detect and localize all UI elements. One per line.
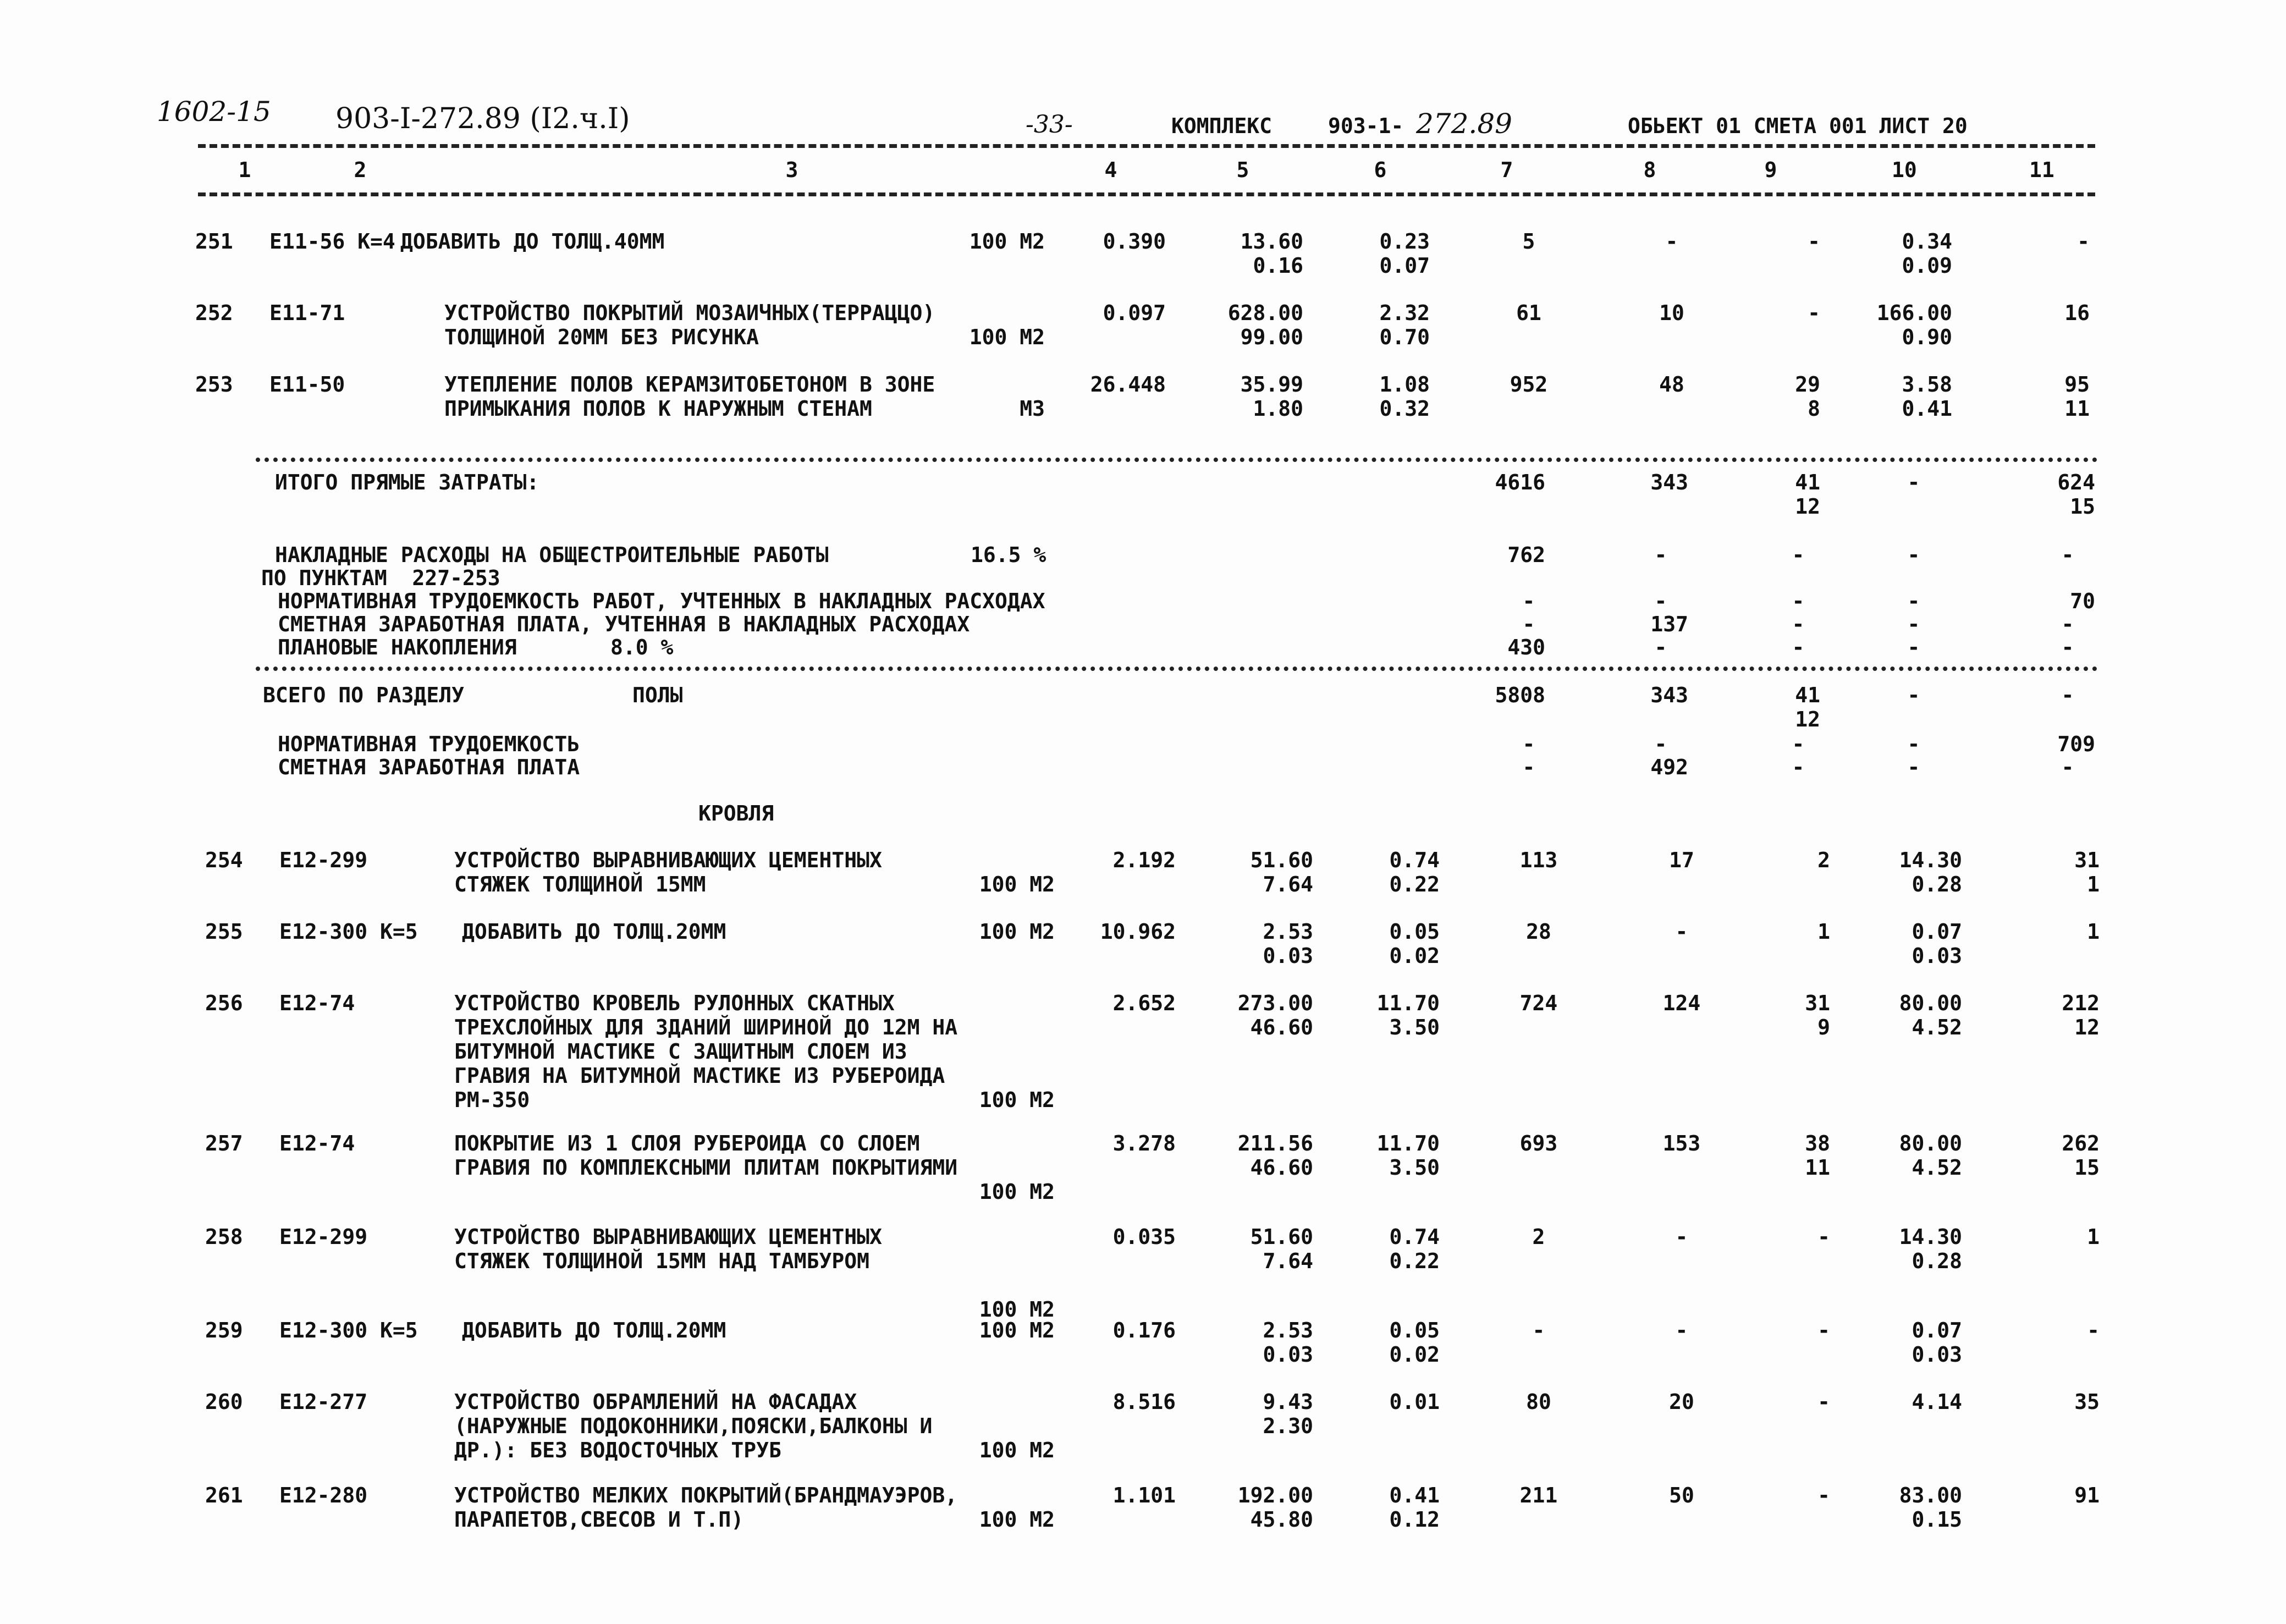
row-code: Е12-74: [279, 991, 355, 1015]
row-unit-wage: 0.07: [1379, 254, 1430, 278]
row-labor-unit: 4.14: [1912, 1390, 1962, 1414]
est-wage-label: СМЕТНАЯ ЗАРАБОТНАЯ ПЛАТА: [278, 755, 580, 779]
norm-labor-label: НОРМАТИВНАЯ ТРУДОЕМКОСТЬ: [278, 732, 580, 756]
row-description: УТЕПЛЕНИЕ ПОЛОВ КЕРАМЗИТОБЕТОНОМ В ЗОНЕ: [444, 372, 935, 397]
row-quantity: 0.097: [1103, 301, 1166, 325]
object-sheet-info: ОБЬЕКТ 01 СМЕТА 001 ЛИСТ 20: [1628, 114, 1968, 138]
row-unit-wage: 0.05: [1389, 920, 1440, 944]
section-title: КРОВЛЯ: [698, 801, 774, 825]
row-total-cost: 61: [1516, 301, 1541, 325]
row-quantity: 2.192: [1112, 848, 1176, 872]
row-unit-wage: 3.50: [1389, 1015, 1440, 1039]
column-number: 2: [354, 158, 367, 182]
row-description: СТЯЖЕК ТОЛЩИНОЙ 15ММ: [454, 872, 706, 896]
row-number: 260: [205, 1390, 243, 1414]
row-labor-total: 1: [2087, 1225, 2100, 1249]
row-number: 256: [205, 991, 243, 1015]
row-labor-unit: 0.28: [1912, 1249, 1962, 1273]
row-labor-unit: 3.58: [1902, 372, 1952, 397]
overhead-c9: -: [1792, 543, 1805, 567]
row-code: Е11-71: [269, 301, 345, 325]
row-description: ПРИМЫКАНИЯ ПОЛОВ К НАРУЖНЫМ СТЕНАМ: [444, 397, 872, 421]
row-labor-unit: 0.07: [1912, 920, 1962, 944]
column-number: 4: [1104, 158, 1117, 182]
row-labor-total: 35: [2074, 1390, 2100, 1414]
row-labor-unit: 0.15: [1912, 1507, 1962, 1532]
column-number: 11: [2029, 158, 2054, 182]
row-code: Е12-299: [279, 848, 368, 872]
labor-in-overhead-c7: -: [1522, 589, 1535, 613]
row-total-cost: 28: [1526, 920, 1551, 944]
row-total-wage: 48: [1659, 372, 1684, 397]
row-labor-unit: 0.90: [1902, 325, 1952, 349]
row-unit-cost: 2.53: [1263, 1318, 1313, 1342]
section-total-c9: 41: [1795, 683, 1820, 707]
est-wage-c11: -: [2061, 755, 2074, 779]
row-description: ДР.): БЕЗ ВОДОСТОЧНЫХ ТРУБ: [454, 1438, 781, 1462]
norm-labor-c7: -: [1522, 732, 1535, 756]
row-quantity: 1.101: [1112, 1483, 1176, 1507]
row-labor-unit: 0.09: [1902, 254, 1952, 278]
row-machinery: 2: [1817, 848, 1830, 872]
norm-labor-c11: 709: [2057, 732, 2095, 756]
row-unit-wage: 0.74: [1389, 848, 1440, 872]
row-description: РМ-350: [454, 1088, 530, 1112]
norm-labor-c8: -: [1654, 732, 1667, 756]
row-unit: 100 М2: [979, 1318, 1055, 1342]
row-total-cost: 113: [1519, 848, 1558, 872]
section-total-label: ВСЕГО ПО РАЗДЕЛУ: [263, 683, 465, 707]
row-number: 251: [195, 229, 233, 254]
row-description: УСТРОЙСТВО КРОВЕЛЬ РУЛОННЫХ СКАТНЫХ: [454, 991, 895, 1015]
row-labor-total: 11: [2064, 397, 2090, 421]
row-description: ПАРАПЕТОВ,СВЕСОВ И Т.П): [454, 1507, 744, 1532]
row-description: ПОКРЫТИЕ ИЗ 1 СЛОЯ РУБЕРОИДА СО СЛОЕМ: [454, 1131, 920, 1155]
row-quantity: 0.035: [1112, 1225, 1176, 1249]
row-unit: 100 М2: [979, 872, 1055, 896]
row-labor-unit: 0.03: [1912, 1342, 1962, 1367]
row-total-wage: 17: [1669, 848, 1694, 872]
row-unit-cost: 46.60: [1250, 1015, 1313, 1039]
row-unit-wage: 0.23: [1379, 229, 1430, 254]
row-labor-unit: 0.41: [1902, 397, 1952, 421]
planned-savings-rate: 8.0 %: [610, 635, 674, 659]
row-unit-wage: 0.32: [1379, 397, 1430, 421]
row-number: 254: [205, 848, 243, 872]
row-labor-total: 16: [2064, 301, 2090, 325]
row-unit-cost: 51.60: [1250, 848, 1313, 872]
wage-in-overhead-c9: -: [1792, 612, 1805, 636]
row-machinery: 29: [1795, 372, 1820, 397]
est-wage-c7: -: [1522, 755, 1535, 779]
row-machinery: 1: [1817, 920, 1830, 944]
direct-costs-c10: -: [1907, 470, 1920, 494]
row-total-wage: -: [1675, 1225, 1688, 1249]
column-number: 10: [1892, 158, 1917, 182]
row-labor-unit: 0.34: [1902, 229, 1952, 254]
direct-costs-c11: 624: [2057, 470, 2095, 494]
planned-savings-c7: 430: [1507, 635, 1545, 659]
dotted-separator: [256, 667, 2098, 671]
row-labor-unit: 14.30: [1899, 1225, 1962, 1249]
column-number: 8: [1643, 158, 1656, 182]
wage-in-overhead-c7: -: [1522, 612, 1535, 636]
row-labor-unit: 0.28: [1912, 872, 1962, 896]
planned-savings-c9: -: [1792, 635, 1805, 659]
norm-labor-c9: -: [1792, 732, 1805, 756]
section-total-c11: -: [2061, 683, 2074, 707]
labor-in-overhead-c10: -: [1907, 589, 1920, 613]
section-total-c9-line2: 12: [1795, 707, 1820, 731]
row-unit-wage: 0.02: [1389, 944, 1440, 968]
row-labor-total: 15: [2074, 1155, 2100, 1180]
row-unit-cost: 13.60: [1240, 229, 1303, 254]
direct-costs-c7: 4616: [1495, 470, 1545, 494]
direct-costs-c11-line2: 15: [2070, 494, 2095, 519]
row-description: ДОБАВИТЬ ДО ТОЛЩ.40ММ: [400, 229, 665, 254]
direct-costs-c8: 343: [1650, 470, 1688, 494]
wage-in-overhead-label: СМЕТНАЯ ЗАРАБОТНАЯ ПЛАТА, УЧТЕННАЯ В НАКЛАДНЫХ РАСХОДАХ: [278, 612, 970, 636]
row-unit-wage: 2.32: [1379, 301, 1430, 325]
norm-labor-c10: -: [1907, 732, 1920, 756]
row-unit-cost: 2.30: [1263, 1414, 1313, 1438]
row-unit: 100 М2: [979, 1507, 1055, 1532]
row-unit: 100 М2: [969, 229, 1045, 254]
row-number: 253: [195, 372, 233, 397]
row-unit-cost: 99.00: [1240, 325, 1303, 349]
row-labor-total: -: [2077, 229, 2090, 254]
row-unit-cost: 9.43: [1263, 1390, 1313, 1414]
row-labor-unit: 4.52: [1912, 1015, 1962, 1039]
row-unit: 100 М2: [979, 1180, 1055, 1204]
row-description: УСТРОЙСТВО ПОКРЫТИЙ МОЗАИЧНЫХ(ТЕРРАЦЦО): [444, 301, 935, 325]
row-description: ГРАВИЯ ПО КОМПЛЕКСНЫМИ ПЛИТАМ ПОКРЫТИЯМИ: [454, 1155, 958, 1180]
row-machinery: 31: [1805, 991, 1830, 1015]
column-number: 9: [1764, 158, 1777, 182]
row-labor-total: 1: [2087, 920, 2100, 944]
row-total-wage: 153: [1662, 1131, 1701, 1155]
row-labor-total: 12: [2074, 1015, 2100, 1039]
row-unit: 100 М2: [979, 920, 1055, 944]
row-description: БИТУМНОЙ МАСТИКЕ С ЗАЩИТНЫМ СЛОЕМ ИЗ: [454, 1039, 907, 1064]
dotted-separator: [256, 458, 2098, 462]
column-number: 5: [1236, 158, 1249, 182]
row-labor-unit: 80.00: [1899, 991, 1962, 1015]
row-labor-total: 1: [2087, 872, 2100, 896]
row-number: 261: [205, 1483, 243, 1507]
row-unit: 100 М2: [979, 1438, 1055, 1462]
row-labor-total: 31: [2074, 848, 2100, 872]
row-unit-cost: 211.56: [1237, 1131, 1313, 1155]
row-unit-cost: 0.03: [1263, 944, 1313, 968]
row-code: Е12-300 К=5: [279, 920, 418, 944]
row-total-wage: -: [1665, 229, 1678, 254]
row-description: ДОБАВИТЬ ДО ТОЛЩ.20ММ: [462, 920, 726, 944]
row-labor-total: 212: [2062, 991, 2100, 1015]
row-quantity: 26.448: [1090, 372, 1166, 397]
column-number: 6: [1374, 158, 1387, 182]
direct-costs-c9: 41: [1795, 470, 1820, 494]
labor-in-overhead-c9: -: [1792, 589, 1805, 613]
section-total-c10: -: [1907, 683, 1920, 707]
est-wage-c10: -: [1907, 755, 1920, 779]
row-description: ГРАВИЯ НА БИТУМНОЙ МАСТИКЕ ИЗ РУБЕРОИДА: [454, 1064, 945, 1088]
row-unit-cost: 192.00: [1237, 1483, 1313, 1507]
row-unit: 100 М2: [969, 325, 1045, 349]
row-unit-cost: 628.00: [1227, 301, 1303, 325]
wage-in-overhead-c8: 137: [1650, 612, 1688, 636]
row-machinery: -: [1817, 1483, 1830, 1507]
row-number: 255: [205, 920, 243, 944]
row-code: Е12-300 К=5: [279, 1318, 418, 1342]
overhead-rate: 16.5 %: [971, 543, 1046, 567]
row-code: Е11-50: [269, 372, 345, 397]
row-machinery: -: [1808, 301, 1820, 325]
row-unit: 100 М2: [979, 1088, 1055, 1112]
row-labor-unit: 0.03: [1912, 944, 1962, 968]
row-number: 252: [195, 301, 233, 325]
row-unit-cost: 0.16: [1253, 254, 1303, 278]
row-total-wage: 20: [1669, 1390, 1694, 1414]
row-total-cost: 724: [1519, 991, 1558, 1015]
direct-costs-label: ИТОГО ПРЯМЫЕ ЗАТРАТЫ:: [275, 470, 539, 494]
row-unit-wage: 11.70: [1376, 1131, 1440, 1155]
row-unit-wage: 0.12: [1389, 1507, 1440, 1532]
row-quantity: 10.962: [1100, 920, 1176, 944]
wage-in-overhead-c10: -: [1907, 612, 1920, 636]
row-unit-cost: 1.80: [1253, 397, 1303, 421]
section-total-c7: 5808: [1495, 683, 1545, 707]
row-description: (НАРУЖНЫЕ ПОДОКОННИКИ,ПОЯСКИ,БАЛКОНЫ И: [454, 1414, 933, 1438]
row-unit-cost: 273.00: [1237, 991, 1313, 1015]
row-unit-wage: 0.41: [1389, 1483, 1440, 1507]
row-machinery: 11: [1805, 1155, 1830, 1180]
est-wage-c8: 492: [1650, 755, 1688, 779]
row-machinery: -: [1817, 1390, 1830, 1414]
doc-code: 903-I-272.89 (I2.ч.I): [335, 102, 630, 135]
row-code: Е12-74: [279, 1131, 355, 1155]
row-quantity: 3.278: [1112, 1131, 1176, 1155]
corner-handwritten-note: 1602-15: [157, 96, 271, 128]
row-labor-unit: 4.52: [1912, 1155, 1962, 1180]
row-machinery: -: [1808, 229, 1820, 254]
direct-costs-c9-line2: 12: [1795, 494, 1820, 519]
row-quantity: 0.176: [1112, 1318, 1176, 1342]
column-number: 3: [785, 158, 798, 182]
est-wage-c9: -: [1792, 755, 1805, 779]
row-total-cost: 693: [1519, 1131, 1558, 1155]
row-quantity: 2.652: [1112, 991, 1176, 1015]
row-machinery: 38: [1805, 1131, 1830, 1155]
row-unit-wage: 0.01: [1389, 1390, 1440, 1414]
row-code: Е12-299: [279, 1225, 368, 1249]
complex-code-handwritten: 272.89: [1416, 108, 1512, 140]
row-unit-wage: 0.70: [1379, 325, 1430, 349]
row-machinery: -: [1817, 1225, 1830, 1249]
planned-savings-c8: -: [1654, 635, 1667, 659]
column-number: 1: [238, 158, 251, 182]
planned-savings-c10: -: [1907, 635, 1920, 659]
row-unit-cost: 7.64: [1263, 1249, 1313, 1273]
row-unit-cost: 45.80: [1250, 1507, 1313, 1532]
row-code: Е12-280: [279, 1483, 368, 1507]
row-description: СТЯЖЕК ТОЛЩИНОЙ 15ММ НАД ТАМБУРОМ: [454, 1249, 869, 1273]
row-total-wage: -: [1675, 1318, 1688, 1342]
row-description: ТРЕХСЛОЙНЫХ ДЛЯ ЗДАНИЙ ШИРИНОЙ ДО 12М НА: [454, 1015, 958, 1039]
row-total-cost: 2: [1532, 1225, 1545, 1249]
header-rule-top: [198, 144, 2095, 148]
row-unit-wage: 0.22: [1389, 1249, 1440, 1273]
row-description: УСТРОЙСТВО ВЫРАВНИВАЮЩИХ ЦЕМЕНТНЫХ: [454, 848, 882, 872]
row-total-wage: -: [1675, 920, 1688, 944]
row-description: ТОЛЩИНОЙ 20ММ БЕЗ РИСУНКА: [444, 325, 759, 349]
labor-in-overhead-c11: 70: [2070, 589, 2095, 613]
row-number: 257: [205, 1131, 243, 1155]
row-description: УСТРОЙСТВО МЕЛКИХ ПОКРЫТИЙ(БРАНДМАУЭРОВ,: [454, 1483, 958, 1507]
wage-in-overhead-c11: -: [2061, 612, 2074, 636]
planned-savings-c11: -: [2061, 635, 2074, 659]
row-unit-cost: 46.60: [1250, 1155, 1313, 1180]
row-number: 259: [205, 1318, 243, 1342]
row-labor-unit: 83.00: [1899, 1483, 1962, 1507]
overhead-label: НАКЛАДНЫЕ РАСХОДЫ НА ОБЩЕСТРОИТЕЛЬНЫЕ РАБОТЫ: [275, 543, 829, 567]
row-unit-wage: 0.74: [1389, 1225, 1440, 1249]
overhead-c10: -: [1907, 543, 1920, 567]
overhead-c8: -: [1654, 543, 1667, 567]
overhead-items-range: ПО ПУНКТАМ 227-253: [261, 566, 500, 590]
row-total-cost: 80: [1526, 1390, 1551, 1414]
labor-in-overhead-c8: -: [1654, 589, 1667, 613]
planned-savings-label: ПЛАНОВЫЕ НАКОПЛЕНИЯ: [278, 635, 517, 659]
complex-label: КОМПЛЕКС: [1171, 114, 1273, 138]
row-unit-wage: 0.02: [1389, 1342, 1440, 1367]
section-total-name: ПОЛЫ: [632, 683, 683, 707]
header-rule-bottom: [198, 192, 2095, 196]
row-unit-cost: 7.64: [1263, 872, 1313, 896]
labor-in-overhead-label: НОРМАТИВНАЯ ТРУДОЕМКОСТЬ РАБОТ, УЧТЕННЫХ В НАКЛАДНЫХ РАСХОДАХ: [278, 589, 1045, 613]
row-labor-total: -: [2087, 1318, 2100, 1342]
overhead-c7: 762: [1507, 543, 1545, 567]
row-labor-unit: 80.00: [1899, 1131, 1962, 1155]
row-unit-cost: 35.99: [1240, 372, 1303, 397]
row-unit-wage: 0.05: [1389, 1318, 1440, 1342]
row-unit-wage: 1.08: [1379, 372, 1430, 397]
row-labor-unit: 166.00: [1876, 301, 1952, 325]
row-total-cost: -: [1532, 1318, 1545, 1342]
row-unit-cost: 2.53: [1263, 920, 1313, 944]
overhead-c11: -: [2061, 543, 2074, 567]
row-labor-unit: 0.07: [1912, 1318, 1962, 1342]
row-labor-total: 95: [2064, 372, 2090, 397]
row-labor-unit: 14.30: [1899, 848, 1962, 872]
row-total-cost: 5: [1522, 229, 1535, 254]
row-quantity: 0.390: [1103, 229, 1166, 254]
row-quantity: 8.516: [1112, 1390, 1176, 1414]
page-number: -33-: [1026, 111, 1073, 139]
row-unit-wage: 3.50: [1389, 1155, 1440, 1180]
row-unit: 100 М2: [979, 1297, 1055, 1322]
row-unit: М3: [1020, 397, 1045, 421]
row-number: 258: [205, 1225, 243, 1249]
row-total-wage: 10: [1659, 301, 1684, 325]
complex-code: 903-1-: [1328, 114, 1404, 138]
row-unit-cost: 51.60: [1250, 1225, 1313, 1249]
row-unit-wage: 0.22: [1389, 872, 1440, 896]
row-labor-total: 262: [2062, 1131, 2100, 1155]
row-total-cost: 211: [1519, 1483, 1558, 1507]
row-total-wage: 124: [1662, 991, 1701, 1015]
row-total-wage: 50: [1669, 1483, 1694, 1507]
row-total-cost: 952: [1510, 372, 1548, 397]
row-unit-cost: 0.03: [1263, 1342, 1313, 1367]
section-total-c8: 343: [1650, 683, 1688, 707]
row-code: Е11-56 К=4: [269, 229, 395, 254]
row-description: ДОБАВИТЬ ДО ТОЛЩ.20ММ: [462, 1318, 726, 1342]
column-number: 7: [1500, 158, 1513, 182]
row-unit-wage: 11.70: [1376, 991, 1440, 1015]
row-labor-total: 91: [2074, 1483, 2100, 1507]
row-machinery: 8: [1808, 397, 1820, 421]
row-code: Е12-277: [279, 1390, 368, 1414]
row-description: УСТРОЙСТВО ОБРАМЛЕНИЙ НА ФАСАДАХ: [454, 1390, 857, 1414]
row-machinery: 9: [1817, 1015, 1830, 1039]
row-machinery: -: [1817, 1318, 1830, 1342]
row-description: УСТРОЙСТВО ВЫРАВНИВАЮЩИХ ЦЕМЕНТНЫХ: [454, 1225, 882, 1249]
